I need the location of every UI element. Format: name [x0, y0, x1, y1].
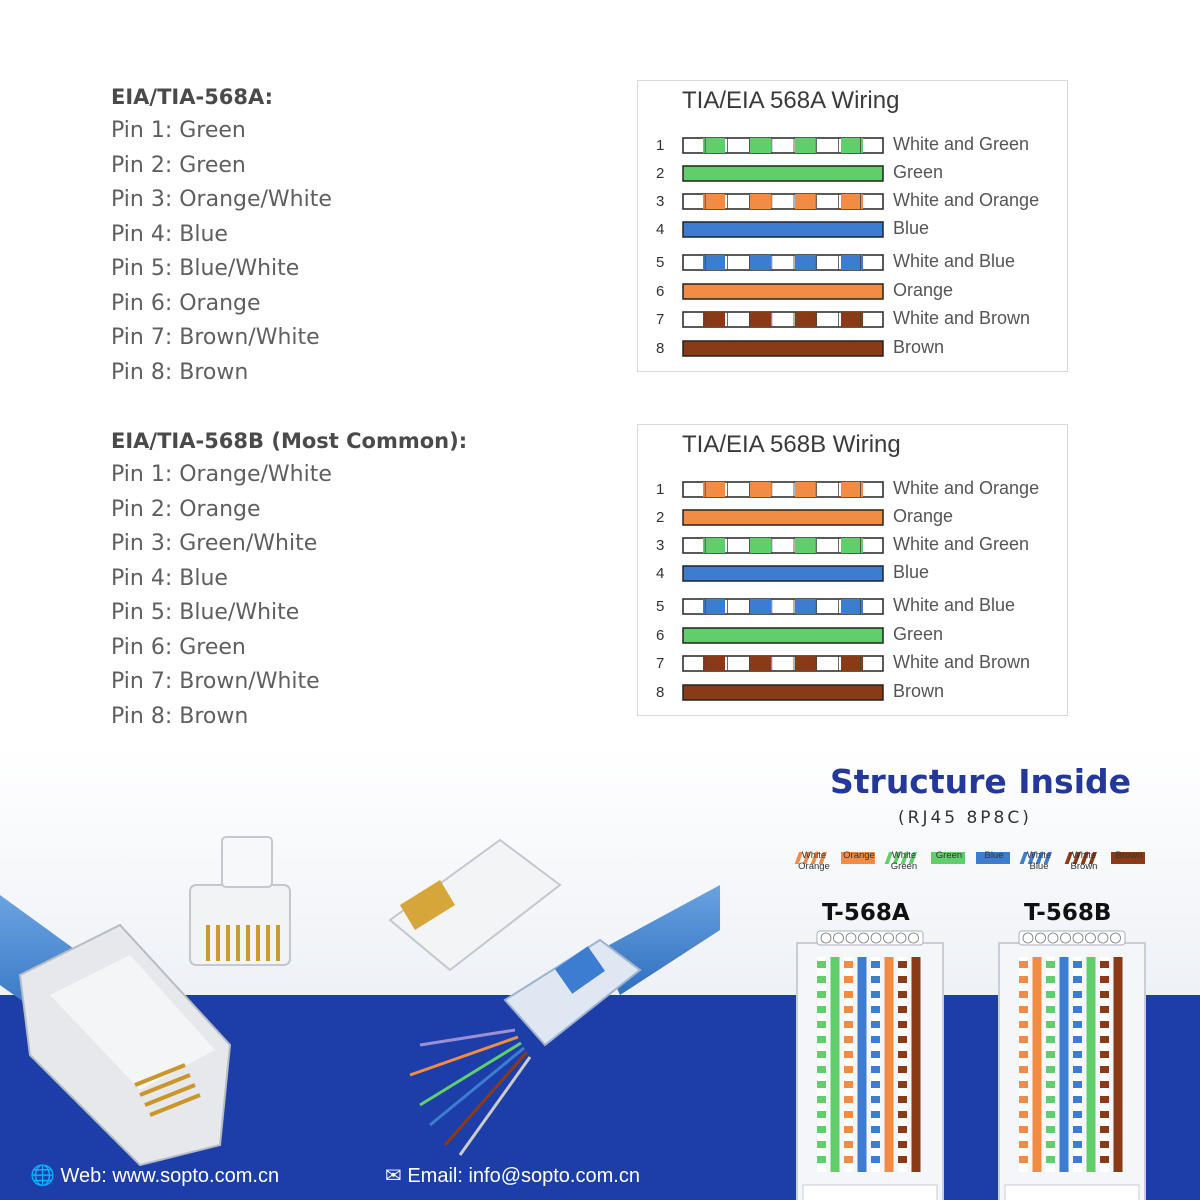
conductor	[1019, 957, 1028, 1172]
stripe	[795, 255, 817, 270]
stripe	[703, 194, 725, 209]
stripe	[749, 312, 771, 327]
pin-number-4	[1061, 933, 1071, 943]
conductor	[1100, 957, 1109, 1172]
footer-email	[385, 1163, 640, 1188]
wire-8	[683, 685, 883, 700]
list-item: Pin 1: Green	[111, 118, 246, 143]
conductor	[871, 957, 880, 1172]
list-item: Pin 6: Orange	[111, 290, 261, 316]
stripe	[749, 538, 771, 553]
conductor	[912, 957, 921, 1172]
stripe	[841, 194, 863, 209]
stripe	[703, 312, 725, 327]
conductor	[1114, 957, 1123, 1172]
wire-label: White and Brown	[893, 308, 1031, 328]
wire-label: White and Blue	[893, 595, 1016, 615]
envelope-icon: ✉	[385, 1165, 402, 1187]
wire-number: 7	[656, 311, 665, 328]
stripe	[749, 255, 771, 270]
wire-label: Brown	[893, 337, 945, 357]
list-item: Pin 4: Blue	[111, 221, 228, 247]
wire-label: White and Orange	[893, 190, 1040, 210]
wire-2	[683, 510, 883, 525]
wire-3	[683, 538, 883, 553]
stripe	[841, 599, 863, 614]
stripe	[795, 194, 817, 209]
pin-number-2	[834, 933, 844, 943]
diagram-title: TIA/EIA 568A Wiring	[682, 87, 900, 114]
pin-number-1	[821, 933, 831, 943]
pin-list-568b	[111, 424, 467, 734]
legend-label: Orange	[843, 850, 875, 861]
stripe	[841, 255, 863, 270]
wire-4	[683, 566, 883, 581]
conductor	[1060, 957, 1069, 1172]
pin-number-8	[1111, 933, 1121, 943]
legend-label: White Green	[890, 850, 918, 872]
list-item: Pin 5: Blue/White	[111, 256, 300, 281]
wire-label: White and Brown	[893, 652, 1031, 672]
pin-number-3	[846, 933, 856, 943]
structure-title: Structure Inside	[830, 762, 1132, 801]
legend-label: Brown	[1115, 850, 1143, 861]
stripe	[795, 312, 817, 327]
standard-label-568b: T-568B	[1024, 900, 1112, 926]
pin-number-7	[1098, 933, 1108, 943]
stripe	[749, 482, 771, 497]
list-item: Pin 4: Blue	[111, 565, 228, 591]
wiring-diagram-568b	[637, 424, 1068, 716]
pin-number-2	[1036, 933, 1046, 943]
list-item: Pin 7: Brown/White	[111, 325, 320, 350]
list-heading: EIA/TIA-568B (Most Common):	[111, 429, 468, 453]
wire-5	[683, 255, 883, 270]
list-item: Pin 3: Orange/White	[111, 187, 332, 212]
wire-number: 5	[656, 254, 665, 271]
stripe	[841, 538, 863, 553]
stripe	[703, 599, 725, 614]
connector-t-568b	[999, 931, 1145, 1200]
diagram-title: TIA/EIA 568B Wiring	[682, 431, 901, 458]
wire-label: Green	[893, 624, 944, 644]
structure-subtitle: (RJ45 8P8C)	[898, 808, 1032, 828]
pin-list-568a	[111, 80, 332, 390]
conductor	[817, 957, 826, 1172]
wire-3	[683, 194, 883, 209]
stripe	[795, 538, 817, 553]
standard-label-568a: T-568A	[822, 900, 910, 926]
wire-label: Orange	[893, 280, 954, 300]
wire-8	[683, 341, 883, 356]
conductor	[1073, 957, 1082, 1172]
pin-number-5	[1073, 933, 1083, 943]
stripe	[703, 656, 725, 671]
wire-label: White and Orange	[893, 478, 1040, 498]
wire-number: 1	[656, 481, 665, 498]
pin-number-1	[1023, 933, 1033, 943]
conductor	[1087, 957, 1096, 1172]
legend-label: White Blue	[1026, 850, 1052, 872]
stripe	[795, 599, 817, 614]
pin-number-6	[884, 933, 894, 943]
stripe	[841, 482, 863, 497]
list-item: Pin 8: Brown	[111, 359, 249, 385]
wire-4	[683, 222, 883, 237]
list-item: Pin 1: Orange/White	[111, 462, 332, 487]
wire-label: White and Blue	[893, 251, 1016, 271]
wire-number: 7	[656, 655, 665, 672]
globe-icon: 🌐	[30, 1165, 55, 1187]
wire-number: 3	[656, 193, 665, 210]
wire-number: 8	[656, 340, 665, 357]
pin-number-6	[1086, 933, 1096, 943]
stripe	[749, 599, 771, 614]
conductor	[858, 957, 867, 1172]
list-item: Pin 2: Orange	[111, 496, 261, 522]
list-heading: EIA/TIA-568A:	[111, 85, 274, 109]
legend-label: Blue	[984, 850, 1004, 861]
wire-number: 4	[656, 221, 665, 238]
wire-number: 1	[656, 137, 665, 154]
stripe	[795, 656, 817, 671]
stripe	[703, 255, 725, 270]
stripe	[795, 482, 817, 497]
list-item: Pin 7: Brown/White	[111, 669, 320, 694]
list-item: Pin 6: Green	[111, 634, 246, 660]
stripe	[841, 312, 863, 327]
wire-number: 4	[656, 565, 665, 582]
stripe	[795, 138, 817, 153]
stripe	[749, 194, 771, 209]
conductor	[1046, 957, 1055, 1172]
web-link[interactable]: Web: www.sopto.com.cn	[60, 1165, 280, 1187]
wire-1	[683, 482, 883, 497]
list-item: Pin 5: Blue/White	[111, 600, 300, 625]
list-item: Pin 8: Brown	[111, 703, 249, 729]
wire-6	[683, 284, 883, 299]
pin-number-3	[1048, 933, 1058, 943]
wire-2	[683, 166, 883, 181]
wire-number: 8	[656, 684, 665, 701]
wire-number: 3	[656, 537, 665, 554]
wiring-diagram-568a	[637, 80, 1068, 372]
wire-1	[683, 138, 883, 153]
wire-label: White and Green	[893, 534, 1030, 554]
wire-6	[683, 628, 883, 643]
wire-7	[683, 312, 883, 327]
connector-t-568a	[797, 931, 943, 1200]
wire-label: Blue	[893, 562, 930, 582]
wire-label: Blue	[893, 218, 930, 238]
wire-label: White and Green	[893, 134, 1030, 154]
list-item: Pin 2: Green	[111, 152, 246, 178]
wire-number: 2	[656, 509, 665, 526]
legend-label: White Orange	[798, 850, 830, 872]
email-link[interactable]: Email: info@sopto.com.cn	[407, 1165, 640, 1187]
wire-number: 6	[656, 283, 665, 300]
legend-label: Green	[935, 850, 963, 861]
list-item: Pin 3: Green/White	[111, 531, 318, 556]
wire-5	[683, 599, 883, 614]
wire-label: Orange	[893, 506, 954, 526]
conductor	[844, 957, 853, 1172]
wire-number: 2	[656, 165, 665, 182]
wire-number: 6	[656, 627, 665, 644]
conductor	[885, 957, 894, 1172]
pin-number-8	[909, 933, 919, 943]
stripe	[703, 138, 725, 153]
stripe	[703, 482, 725, 497]
wire-7	[683, 656, 883, 671]
conductor	[898, 957, 907, 1172]
stripe	[749, 656, 771, 671]
stripe	[841, 138, 863, 153]
pin-number-4	[859, 933, 869, 943]
stripe	[841, 656, 863, 671]
wire-number: 5	[656, 598, 665, 615]
wire-label: Brown	[893, 681, 945, 701]
wire-label: Green	[893, 162, 944, 182]
legend-label: White Brown	[1070, 850, 1098, 872]
pin-number-5	[871, 933, 881, 943]
stripe	[703, 538, 725, 553]
pin-number-7	[896, 933, 906, 943]
footer-web	[30, 1163, 279, 1188]
conductor	[831, 957, 840, 1172]
stripe	[749, 138, 771, 153]
conductor	[1033, 957, 1042, 1172]
